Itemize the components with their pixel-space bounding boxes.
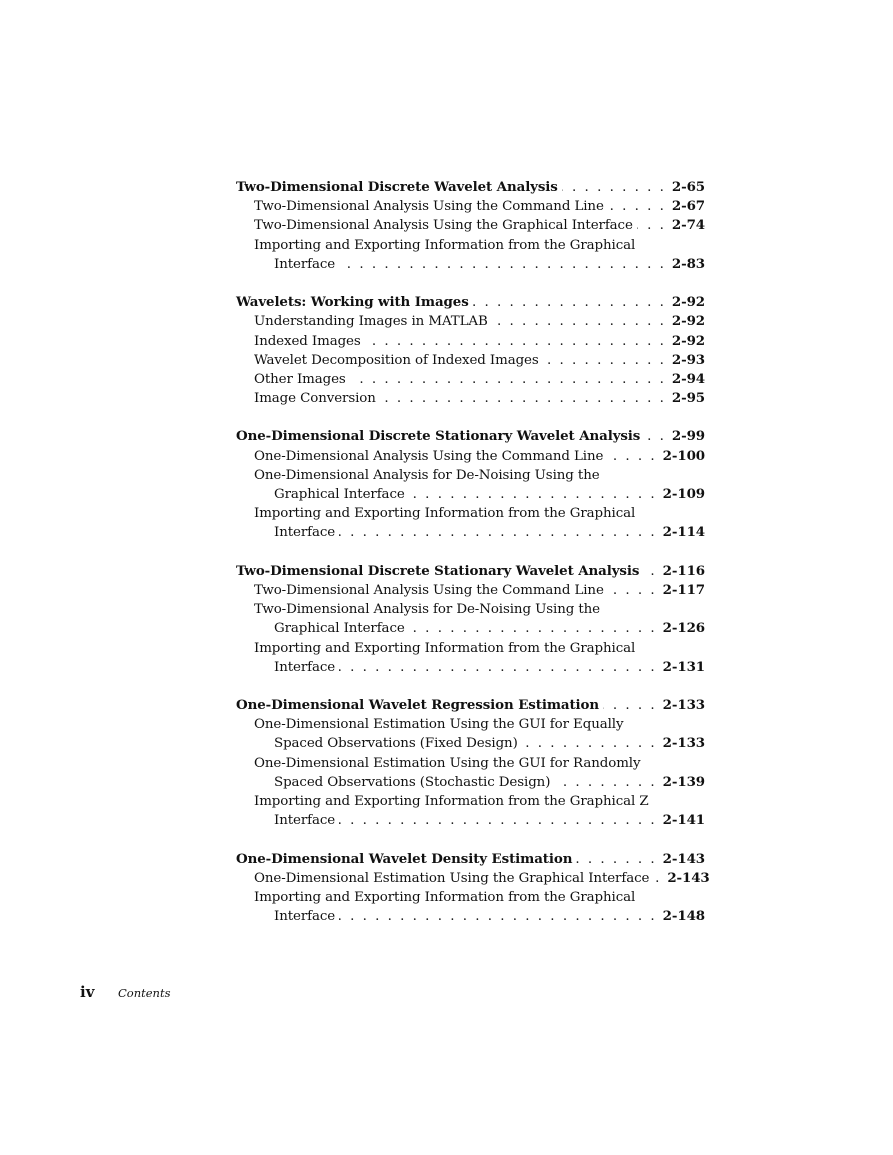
dot-leader — [350, 370, 666, 389]
toc-entry[interactable] — [236, 773, 705, 792]
toc-page-number: 2-143 — [662, 850, 705, 867]
toc-entry-title: Interface — [274, 659, 336, 675]
toc-entry[interactable] — [236, 619, 705, 638]
toc-page-number: 2-116 — [662, 562, 705, 579]
toc-entry[interactable] — [236, 351, 705, 370]
dot-leader — [576, 850, 656, 869]
toc-page-number: 2-92 — [671, 294, 705, 311]
toc-entry-title: One-Dimensional Analysis for De-Noising Using the — [254, 467, 600, 483]
toc-page-number: 2-95 — [671, 390, 705, 407]
toc-entry[interactable] — [236, 485, 705, 504]
toc-entry-title: Wavelets: Working with Images — [236, 294, 469, 311]
table-of-contents — [236, 178, 710, 946]
toc-page-number: 2-109 — [662, 486, 705, 502]
toc-page-number: 2-100 — [662, 447, 705, 464]
toc-entry[interactable] — [236, 312, 705, 331]
toc-entry-title: Two-Dimensional Analysis Using the Command Line — [254, 199, 604, 215]
toc-entry-title: Interface — [274, 256, 336, 272]
dot-leader — [492, 312, 666, 331]
toc-entry-title: One-Dimensional Wavelet Regression Estimation — [236, 697, 600, 714]
toc-entry-title: One-Dimensional Analysis Using the Command Line — [254, 448, 604, 464]
toc-entry-title: Image Conversion — [254, 391, 376, 407]
toc-entry-title: One-Dimensional Discrete Stationary Wavelet Analysis — [236, 428, 641, 445]
toc-entry[interactable] — [236, 811, 705, 830]
toc-entry-title: One-Dimensional Wavelet Density Estimation — [236, 850, 573, 867]
toc-page-number: 2-143 — [667, 869, 710, 886]
toc-entry — [236, 639, 705, 658]
dot-leader — [637, 216, 666, 235]
dot-leader — [409, 485, 657, 504]
toc-section-heading[interactable] — [236, 178, 705, 197]
toc-page-number: 2-65 — [671, 179, 705, 195]
dot-leader — [653, 869, 661, 888]
dot-leader — [339, 255, 666, 274]
toc-entry[interactable] — [236, 389, 705, 408]
toc-entry[interactable] — [236, 197, 705, 216]
toc-entry-title: Wavelet Decomposition of Indexed Images — [254, 352, 539, 368]
toc-page-number: 2-92 — [671, 332, 705, 349]
toc-section-heading[interactable] — [236, 293, 705, 312]
toc-section — [236, 427, 705, 542]
toc-section-heading[interactable] — [236, 696, 705, 715]
toc-entry[interactable] — [236, 332, 705, 351]
dot-leader — [409, 619, 657, 638]
toc-entry — [236, 236, 705, 255]
toc-page-number: 2-131 — [662, 658, 705, 675]
toc-entry[interactable] — [236, 447, 705, 466]
toc-entry[interactable] — [236, 869, 710, 888]
toc-entry-title: Graphical Interface — [274, 487, 405, 502]
dot-leader — [607, 447, 656, 466]
dot-leader — [562, 178, 666, 197]
dot-leader — [380, 389, 666, 408]
toc-page-number: 2-133 — [662, 697, 705, 714]
toc-page-number: 2-117 — [662, 581, 705, 598]
toc-entry-title: Importing and Exporting Information from the Graphical — [254, 640, 636, 656]
dot-leader — [543, 351, 666, 370]
dot-leader — [339, 658, 657, 677]
toc-section-heading[interactable] — [236, 562, 705, 581]
toc-page-number: 2-92 — [671, 313, 705, 330]
toc-entry-title: Two-Dimensional Analysis Using the Command Line — [254, 582, 604, 598]
toc-entry-title: Two-Dimensional Analysis for De-Noising Using the — [254, 602, 600, 618]
toc-page-number: 2-67 — [671, 198, 705, 215]
dot-leader — [644, 427, 666, 446]
toc-entry[interactable] — [236, 370, 705, 389]
toc-entry — [236, 600, 705, 619]
toc-entry-title: Two-Dimensional Analysis Using the Graphical Interface — [254, 218, 633, 234]
dot-leader — [643, 562, 656, 581]
toc-entry — [236, 715, 705, 734]
toc-entry-title: Indexed Images — [254, 333, 361, 349]
toc-page-number: 2-139 — [662, 773, 705, 790]
toc-section — [236, 696, 705, 830]
toc-entry-title: One-Dimensional Estimation Using the GUI for Equally — [254, 717, 624, 733]
toc-entry-title: Two-Dimensional Discrete Wavelet Analysis — [236, 179, 558, 195]
toc-section — [236, 178, 705, 274]
dot-leader — [522, 734, 657, 753]
dot-leader — [554, 773, 656, 792]
toc-page-number: 2-74 — [671, 217, 705, 234]
toc-entry — [236, 888, 705, 907]
toc-page-number: 2-93 — [671, 351, 705, 368]
toc-entry-title: Two-Dimensional Discrete Stationary Wavelet Analysis — [236, 562, 640, 579]
page-footer — [80, 983, 171, 1001]
toc-entry[interactable] — [236, 255, 705, 274]
toc-entry-title: Importing and Exporting Information from the Graphical — [254, 237, 636, 253]
dot-leader — [339, 811, 657, 830]
toc-page-number: 2-126 — [662, 620, 705, 637]
toc-page-number: 2-114 — [662, 524, 705, 541]
dot-leader — [473, 293, 666, 312]
toc-entry-title: Graphical Interface — [274, 621, 405, 637]
toc-entry-title: Spaced Observations (Fixed Design) — [274, 736, 518, 752]
toc-section — [236, 562, 705, 677]
toc-page-number: 2-94 — [671, 370, 705, 387]
toc-entry[interactable] — [236, 907, 705, 926]
toc-page-number: 2-148 — [662, 908, 705, 925]
toc-entry-title: One-Dimensional Estimation Using the GUI for Randomly — [254, 755, 641, 771]
toc-entry[interactable] — [236, 658, 705, 677]
toc-entry — [236, 466, 705, 485]
toc-entry-title: Other Images — [254, 371, 346, 387]
dot-leader — [608, 581, 657, 600]
toc-entry[interactable] — [236, 216, 705, 235]
toc-entry — [236, 504, 705, 523]
toc-section — [236, 293, 705, 408]
toc-section-heading[interactable] — [236, 850, 705, 869]
toc-entry-title: Interface — [274, 909, 336, 925]
toc-entry[interactable] — [236, 581, 705, 600]
toc-entry-title: Spaced Observations (Stochastic Design) — [274, 774, 551, 790]
toc-page-number: 2-99 — [671, 428, 705, 445]
toc-entry-title: One-Dimensional Estimation Using the Graphical Interface — [254, 870, 650, 886]
toc-page-number: 2-83 — [671, 255, 705, 272]
dot-leader — [603, 696, 657, 715]
toc-entry-title: Interface — [274, 525, 336, 541]
toc-page-number: 2-141 — [662, 812, 705, 829]
toc-entry-title: Importing and Exporting Information from the Graphical — [254, 889, 636, 905]
toc-entry — [236, 792, 705, 811]
dot-leader — [339, 523, 657, 542]
toc-entry[interactable] — [236, 734, 705, 753]
toc-section-heading[interactable] — [236, 427, 705, 446]
toc-page-number: 2-133 — [662, 735, 705, 752]
toc-entry-title: Understanding Images in MATLAB — [254, 314, 488, 330]
toc-entry-title: Interface — [274, 813, 336, 829]
toc-entry-title: Importing and Exporting Information from the Graphical Z — [254, 794, 649, 809]
dot-leader — [608, 197, 666, 216]
footer-label: Contents — [118, 986, 171, 1000]
toc-entry[interactable] — [236, 523, 705, 542]
page-number: iv — [80, 983, 95, 1001]
dot-leader — [365, 332, 666, 351]
toc-entry-title: Importing and Exporting Information from the Graphical — [254, 506, 636, 522]
toc-section — [236, 850, 710, 927]
dot-leader — [339, 907, 657, 926]
toc-entry — [236, 754, 705, 773]
